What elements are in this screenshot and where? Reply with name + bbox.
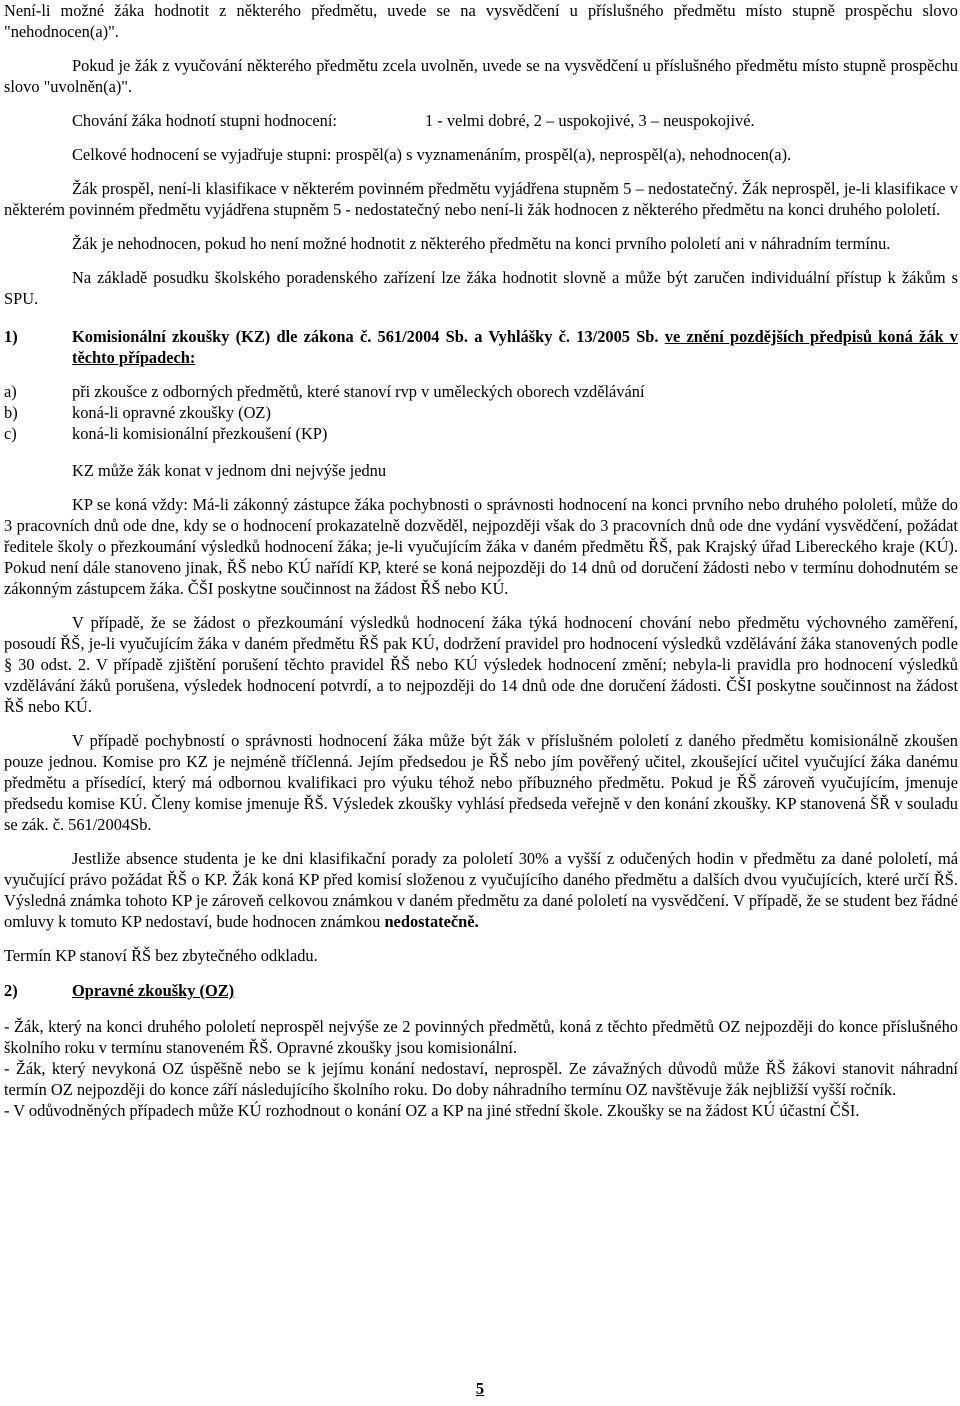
paragraph-absence: [4, 848, 958, 932]
paragraph-kp-deadline: Termín KP stanoví ŘŠ bez zbytečného odkladu.: [4, 946, 318, 965]
document-page: [4, 0, 958, 1121]
list-item-label: b): [4, 403, 18, 422]
list-item-label: a): [4, 382, 17, 401]
bullet-item: - Žák, který na konci druhého pololetí neprospěl nejvýše ze 2 povinných předmětů, koná z těchto předmětů OZ nejpozději do konce příslušného školního roku v termínu stanoveném ŘŠ. Opravné zkoušky jsou komisionální.: [4, 1017, 958, 1057]
page-number: 5: [475, 1379, 485, 1398]
paragraph-kp: KP se koná vždy: Má-li zákonný zástupce žáka pochybnosti o správnosti hodnocení na konci prvního nebo druhého pololetí, může do 3 pracovních dnů ode dne, kdy se o hodnocení prokazatelně dozvěděl, nejpozději však do 3 pracovních dnů ode dne vydání vysvědčení, požádat ředitele školy o přezkoumání výsledků hodnocení žáka; je-li vyučujícím žáka v daném předmětu ŘŠ, pak Krajský úřad Libereckého kraje (KÚ). Pokud není dále stanoveno jinak, ŘŠ nebo KÚ nařídí KP, které se koná nejpozději do 14 dnů od doručení žádosti nebo v termínu dohodnutém se zákonným zástupcem žáka. ČŠI poskytne součinnost na žádost ŘŠ nebo KÚ.: [4, 495, 958, 598]
paragraph-overall-evaluation: Celkové hodnocení se vyjadřuje stupni: prospěl(a) s vyznamenáním, prospěl(a), neprospěl(a), nehodnocen(a).: [72, 145, 792, 164]
section-2-heading: [4, 980, 958, 1001]
paragraph-not-graded: Žák je nehodnocen, pokud ho není možné hodnotit z některého předmětu na konci prvního pololetí ani v náhradním termínu.: [72, 234, 891, 253]
absence-grade: nedostatečně.: [384, 912, 479, 931]
section-1-heading: [4, 326, 958, 368]
list-item-text: koná-li opravné zkoušky (OZ): [72, 403, 271, 422]
absence-text: Jestliže absence studenta je ke dni klasifikační porady za pololetí 30% a vyšší z odučených hodin v předmětu za dané pololetí, má vyučující právo požádat ŘŠ o KP. Žák koná KP před komisí složenou z vyučujícího daného předmětu a dalších dvou vyučujících, které určí ŘŠ. Výsledná známka tohoto KP je zároveň celkovou známkou v daném předmětu za dané pololetí na vysvědčení. V případě, že se student bez řádné omluvy k tomuto KP nedostaví, bude hodnocen známkou: [4, 849, 958, 931]
paragraph-passed-failed: Žák prospěl, není-li klasifikace v některém povinném předmětu vyjádřena stupněm 5 – nedostatečný. Žák neprospěl, je-li klasifikace v některém povinném předmětu vyjádřena stupněm 5 - nedostatečný nebo není-li žák hodnocen z některého předmětu na konci druhého pololetí.: [4, 179, 958, 219]
section-1-title-underlined: ve znění pozdějších předpisů koná žák v těchto případech:: [72, 327, 959, 367]
section-1-number: 1): [4, 327, 18, 346]
kz-limit-note: KZ může žák konat v jednom dni nejvýše jednu: [72, 461, 387, 480]
list-item: [4, 381, 958, 402]
paragraph-not-graded-certificate: Není-li možné žáka hodnotit z některého předmětu, uvede se na vysvědčení u příslušného předmětu místo stupně prospěchu slovo "nehodnocen(a)".: [4, 1, 958, 41]
list-item-label: c): [4, 424, 17, 443]
list-item: [4, 423, 958, 444]
paragraph-commission: V případě pochybností o správnosti hodnocení žáka může být žák v příslušném pololetí z daného předmětu komisionálně zkoušen pouze jednou. Komise pro KZ je nejméně tříčlenná. Jejím předsedou je ŘŠ nebo jím pověřený učitel, zkoušející učitel vyučující žáka danému předmětu a přísedící, který má odbornou kvalifikaci pro výuku téhož nebo příbuzného předmětu. Pokud je ŘŠ zároveň vyučujícím, jmenuje předsedu komise KÚ. Členy komise jmenuje ŘŠ. Výsledek zkoušky vyhlásí předseda veřejně v den konání zkoušky. KP stanovená ŠŘ v souladu se zák. č. 561/2004Sb.: [4, 731, 958, 834]
list-item-text: při zkoušce z odborných předmětů, které stanoví rvp v uměleckých oborech vzdělávání: [72, 382, 645, 401]
section-1-list: [4, 381, 958, 444]
behavior-scale: 1 - velmi dobré, 2 – uspokojivé, 3 – neuspokojivé.: [425, 111, 755, 130]
section-1-title: Komisionální zkoušky (KZ) dle zákona č. 561/2004 Sb. a Vyhlášky č. 13/2005 Sb.: [72, 327, 659, 346]
bullet-item: - V odůvodněných případech může KÚ rozhodnout o konání OZ a KP na jiné střední škole. Zkoušky se na žádost KÚ účastní ČŠI.: [4, 1101, 860, 1120]
paragraph-exempted: Pokud je žák z vyučování některého předmětu zcela uvolněn, uvede se na vysvědčení u příslušného předmětu místo stupně prospěchu slovo "uvolněn(a)".: [4, 56, 958, 96]
section-2-number: 2): [4, 981, 18, 1000]
list-item-text: koná-li komisionální přezkoušení (KP): [72, 424, 328, 443]
paragraph-behavior-review: V případě, že se žádost o přezkoumání výsledků hodnocení žáka týká hodnocení chování nebo předmětu výchovného zaměření, posoudí ŘŠ, je-li vyučujícím žáka v daném předmětu ŘŠ pak KÚ, dodržení pravidel pro hodnocení výsledků vzdělávání žáka stanovených podle § 30 odst. 2. V případě zjištění porušení těchto pravidel ŘŠ nebo KÚ výsledek hodnocení změní; nebyla-li pravidla pro hodnocení výsledků vzdělávání žáků porušena, výsledek hodnocení potvrdí, a to nejpozději do 14 dnů ode dne doručení žádosti. ČŠI poskytne součinnost na žádost ŘŠ nebo KÚ.: [4, 613, 958, 716]
section-2-title: Opravné zkoušky (OZ): [72, 981, 235, 1000]
behavior-label: Chování žáka hodnotí stupni hodnocení:: [72, 111, 337, 130]
paragraph-spu: Na základě posudku školského poradenského zařízení lze žáka hodnotit slovně a může být zaručen individuální přístup k žákům s SPU.: [4, 268, 958, 308]
behavior-grading-row: [4, 110, 958, 131]
bullet-item: - Žák, který nevykoná OZ úspěšně nebo se k jejímu konání nedostaví, neprospěl. Ze závažných důvodů může ŘŠ žákovi stanovit náhradní termín OZ nejpozději do konce září následujícího školního roku. Do doby náhradního termínu OZ navštěvuje žák nejbližší vyšší ročník.: [4, 1059, 958, 1099]
list-item: [4, 402, 958, 423]
